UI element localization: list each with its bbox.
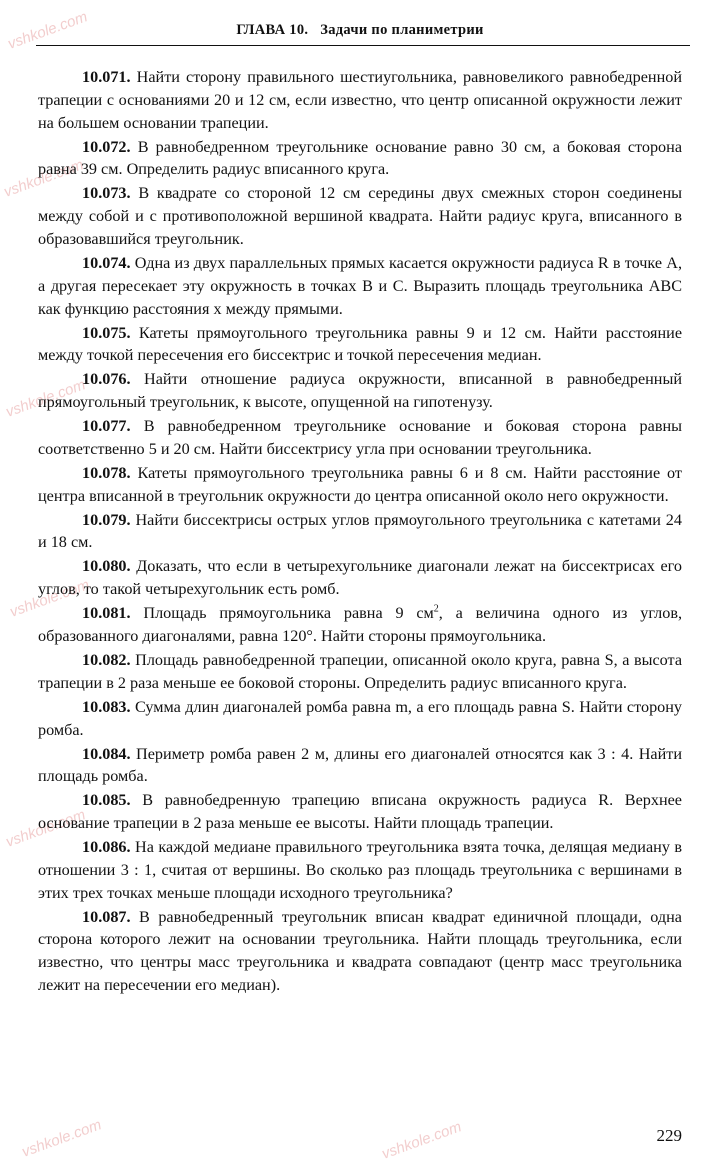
problem-number: 10.074. — [82, 253, 131, 272]
running-header — [0, 22, 720, 39]
problem-number: 10.079. — [82, 510, 131, 529]
problem-text: Периметр ромба равен 2 м, длины его диагоналей относятся как 3 : 4. Найти площадь ромба. — [38, 744, 682, 786]
problem-text: Одна из двух параллельных прямых касается окружности радиуса R в точке A, а другая пересекает эту окружность в точках B и C. Выразить площадь треугольника ABC как функцию расстояния x между прямыми. — [38, 253, 683, 318]
problem-text: Катеты прямоугольного треугольника равны 9 и 12 см. Найти расстояние между точкой пересечения его биссектрис и точкой пересечения медиан. — [38, 323, 683, 365]
problem-item — [38, 368, 682, 414]
page-number: 229 — [656, 1126, 682, 1145]
problem-item — [38, 509, 682, 555]
problem-item — [38, 836, 682, 904]
superscript: 2 — [433, 603, 439, 615]
problem-text: На каждой медиане правильного треугольника взята точка, делящая медиану в отношении 3 : 1, считая от вершины. Во сколько раз площадь треугольника с вершинами в этих трех точках меньше площади исходного треугольника? — [38, 838, 682, 902]
watermark: vshkole.com — [1, 156, 86, 201]
problem-text: Найти биссектрисы острых углов прямоугольного треугольника с катетами 24 и 18 см. — [38, 510, 682, 552]
chapter-title: Задачи по планиметрии — [320, 22, 484, 38]
problem-number: 10.081. — [82, 604, 131, 623]
problem-text: Доказать, что если в четырехугольнике диагонали лежат на биссектрисах его углов, то такой четырехугольник есть ромб. — [38, 557, 682, 599]
problem-item — [38, 906, 682, 997]
watermark: vshkole.com — [7, 576, 92, 621]
problem-number: 10.078. — [82, 463, 131, 482]
header-divider — [36, 45, 690, 46]
problem-number: 10.087. — [82, 907, 131, 926]
problem-text: Найти сторону правильного шестиугольника, равновеликого равнобедренной трапеции с основаниями 20 и 12 см, если известно, что центр описанной окружности лежит на большем основании трапеции. — [38, 68, 682, 132]
problem-item — [38, 66, 682, 134]
problem-item — [38, 743, 682, 789]
problem-item — [38, 415, 682, 461]
watermark: vshkole.com — [3, 806, 88, 851]
problem-text: Найти отношение радиуса окружности, вписанной в равнобедренный прямоугольный треугольник, к высоте, опущенной на гипотенузу. — [38, 370, 682, 412]
problem-number: 10.077. — [82, 417, 131, 436]
chapter-label: ГЛАВА 10. — [236, 22, 309, 38]
problem-text: Сумма длин диагоналей ромба равна m, а его площадь равна S. Найти сторону ромба. — [38, 697, 683, 739]
problem-list — [38, 66, 682, 998]
problem-text: В равнобедренном треугольнике основание и боковая сторона равны соответственно 5 и 20 см. Найти биссектрису угла при основании треугольника. — [38, 417, 683, 458]
problem-number: 10.075. — [82, 323, 131, 342]
problem-item — [38, 182, 682, 250]
problem-item — [38, 136, 682, 182]
problem-text: В равнобедренную трапецию вписана окружность радиуса R. Верхнее основание трапеции в 2 раза меньше ее высоты. Найти площадь трапеции. — [38, 791, 682, 833]
problem-item — [38, 322, 682, 368]
problem-number: 10.082. — [82, 650, 131, 669]
problem-number: 10.071. — [82, 68, 131, 86]
problem-item — [38, 602, 682, 648]
watermark: vshkole.com — [3, 376, 88, 421]
problem-item — [38, 696, 682, 742]
problem-text: В равнобедренном треугольнике основание равно 30 см, а боковая сторона равна 39 см. Определить радиус вписанного круга. — [38, 137, 682, 179]
problem-number: 10.080. — [82, 557, 131, 576]
problem-number: 10.072. — [82, 137, 131, 156]
watermark: vshkole.com — [379, 1118, 464, 1163]
problem-number: 10.073. — [82, 184, 131, 203]
problem-number: 10.084. — [82, 744, 131, 763]
watermark: vshkole.com — [5, 8, 90, 53]
problem-number: 10.083. — [82, 697, 131, 716]
watermark: vshkole.com — [19, 1116, 104, 1161]
problem-item — [38, 649, 682, 695]
problem-item — [38, 252, 682, 320]
problem-item — [38, 555, 682, 601]
problem-number: 10.085. — [82, 791, 131, 810]
problem-number: 10.076. — [82, 370, 131, 389]
problem-text-continued: , а величина одного из углов, образованного диагоналями, равна 120°. Найти стороны прямоугольника. — [38, 604, 683, 645]
problem-text: Площадь равнобедренной трапеции, описанной около круга, равна S, а высота трапеции в 2 раза меньше ее боковой стороны. Определить радиус вписанного круга. — [38, 650, 683, 692]
problem-number: 10.086. — [82, 838, 131, 857]
problem-text: В квадрате со стороной 12 см середины двух смежных сторон соединены между собой и с противоположной вершиной квадрата. Найти радиус круга, вписанного в образовавшийся треугольник. — [38, 184, 682, 248]
problem-text: Площадь прямоугольника равна 9 см — [143, 604, 434, 623]
problem-item — [38, 462, 682, 508]
problem-item — [38, 789, 682, 835]
problem-text: В равнобедренный треугольник вписан квадрат единичной площади, одна сторона которого лежит на основании треугольника. Найти площадь треугольника, если известно, что центры масс треугольника и квадрата совпадают (центр масс треугольника лежит на пересечении его медиан). — [38, 907, 682, 995]
problem-text: Катеты прямоугольного треугольника равны 6 и 8 см. Найти расстояние от центра вписанной в треугольник окружности до центра описанной около него окружности. — [38, 463, 683, 505]
